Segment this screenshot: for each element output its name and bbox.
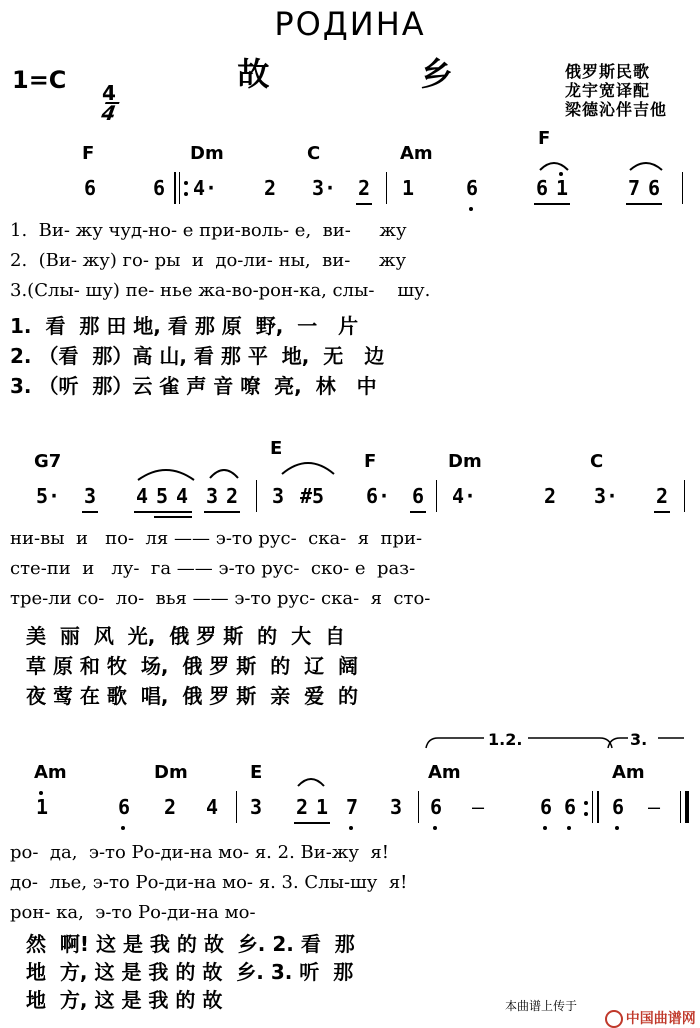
repeat-dot [184,181,188,185]
note: 4 [136,484,149,508]
slur [296,774,326,788]
underline [204,511,240,513]
underline [154,516,192,518]
barline [680,791,681,823]
slur [208,464,240,480]
note: 1 [36,795,49,819]
note: 2 [544,484,557,508]
lyric-cn-verse3: 3. （听 那）云 雀 声 音 嘹 亮, 林 中 [10,374,377,398]
note: 3 [390,795,403,819]
slur [628,158,664,172]
note: 2 [656,484,669,508]
barline [179,172,180,204]
lyric-cn-verse3: 夜 莺 在 歌 唱, 俄 罗 斯 亲 爱 的 [26,684,359,708]
note: 6 [540,795,553,819]
chord: Dm [154,762,188,783]
low-dot [433,826,437,830]
repeat-dot [584,801,588,805]
site-name: 中国曲谱网 [625,1011,696,1027]
chord: F [82,143,95,164]
volta-label-2: 3. [630,730,648,749]
barline [592,791,593,823]
site-logo [595,996,696,1028]
low-dot [349,826,353,830]
credit-guitar: 梁德沁伴吉他 [565,100,668,119]
note: 1 [402,176,415,200]
logo-icon [605,1010,623,1028]
low-dot [615,826,619,830]
low-dot [567,826,571,830]
dash: — [472,795,485,819]
lyric-cn-verse2: 地 方, 这 是 我 的 故 乡. 3. 听 那 [26,960,354,984]
note: 3 [272,484,285,508]
song-title: РОДИНА [274,5,426,43]
note: 6 [612,795,625,819]
note: 3· [312,176,337,200]
underline [626,203,662,205]
note: 4· [452,484,477,508]
note: 7 [346,795,359,819]
note: 3· [594,484,619,508]
lyric-ru-verse2: 2. (Ви- жу) го- ры и до-ли- ны, ви- жу [10,250,407,271]
note: 1 [556,176,569,200]
note: 5· [36,484,61,508]
underline [82,511,98,513]
lyric-cn-verse2: 2. （看 那）高 山, 看 那 平 地, 无 边 [10,344,385,368]
lyric-cn-verse1: 美 丽 风 光, 俄 罗 斯 的 大 自 [26,624,346,648]
barline [436,480,437,512]
note: 4 [206,795,219,819]
chord: C [590,451,604,472]
repeat-start-barline [174,172,176,204]
barline [684,480,685,512]
underline [134,511,192,513]
barline [236,791,237,823]
lyric-cn-verse2: 草 原 和 牧 场, 俄 罗 斯 的 辽 阔 [26,654,359,678]
underline [534,203,570,205]
lyric-cn-verse1: 1. 看 那 田 地, 看 那 原 野, 一 片 [10,314,359,338]
note: 5 [156,484,169,508]
lyric-ru-verse3: тре-ли со- ло- вья —— э-то рус- ска- я сто- [10,588,431,609]
repeat-dot [184,192,188,196]
chord: Am [400,143,433,164]
upload-note: 本曲谱上传于 [505,999,578,1013]
underline [654,511,670,513]
underline [410,511,426,513]
chord: Dm [448,451,482,472]
note: 2 [264,176,277,200]
final-barline [685,791,689,823]
note: 6· [366,484,391,508]
chord: Am [428,762,461,783]
chord: Am [612,762,645,783]
lyric-ru-verse2: до- лье, э-то Ро-ди-на мо- я. 3. Слы-шу я! [10,872,408,893]
note: 6 [412,484,425,508]
lyric-cn-verse3: 地 方, 这 是 我 的 故 [26,988,223,1012]
credit-composer: 俄罗斯民歌 [565,62,651,81]
chord: F [538,128,551,149]
repeat-end-barline [597,791,599,823]
chord: G7 [34,451,62,472]
note: 2 [358,176,371,200]
note: 6 [430,795,443,819]
slur [280,456,336,476]
lyric-ru-verse3: 3.(Слы- шу) пе- нье жа-во-рон-ка, слы- шу. [10,280,431,301]
chord: C [307,143,321,164]
underline [294,822,330,824]
note: 1 [316,795,329,819]
chord: F [364,451,377,472]
chord: Am [34,762,67,783]
chord: E [250,762,263,783]
barline [256,480,257,512]
barline [682,172,683,204]
lyric-cn-verse1: 然 啊! 这 是 我 的 故 乡. 2. 看 那 [26,932,355,956]
volta-label-1: 1.2. [488,730,523,749]
song-subtitle: 故 乡 [237,55,523,93]
note: 6 [84,176,97,200]
low-dot [469,207,473,211]
low-dot [121,826,125,830]
chord: Dm [190,143,224,164]
note: 2 [164,795,177,819]
note: 6 [648,176,661,200]
barline [386,172,387,204]
key-signature: 1=C [12,66,67,94]
note: 4· [193,176,218,200]
note: 2 [296,795,309,819]
note: 3 [250,795,263,819]
note: 2 [226,484,239,508]
barline [418,791,419,823]
note: 7 [628,176,641,200]
lyric-ru-verse1: ни-вы и по- ля —— э-то рус- ска- я при- [10,528,423,549]
credit-translator: 龙宇宽译配 [565,81,651,100]
high-dot [39,791,43,795]
lyric-ru-verse1: 1. Ви- жу чуд-но- е при-воль- е, ви- жу [10,220,407,241]
low-dot [543,826,547,830]
lyric-ru-verse3: рон- ка, э-то Ро-ди-на мо- [10,902,256,923]
high-dot [559,172,563,176]
note: 6 [564,795,577,819]
note: 4 [176,484,189,508]
lyric-ru-verse2: сте-пи и лу- га —— э-то рус- ско- е раз- [10,558,416,579]
lyric-ru-verse1: ро- да, э-то Ро-ди-на мо- я. 2. Ви-жу я! [10,842,390,863]
underline [356,203,372,205]
note: 6 [536,176,549,200]
note: 6 [118,795,131,819]
note: #5 [300,484,325,508]
note: 6 [466,176,479,200]
slur [136,464,196,482]
slur [538,158,570,172]
note: 3 [84,484,97,508]
chord: E [270,438,283,459]
note: 3 [206,484,219,508]
note: 6 [153,176,166,200]
time-signature: 4 4 [97,81,120,125]
dash: — [648,795,661,819]
repeat-dot [584,812,588,816]
